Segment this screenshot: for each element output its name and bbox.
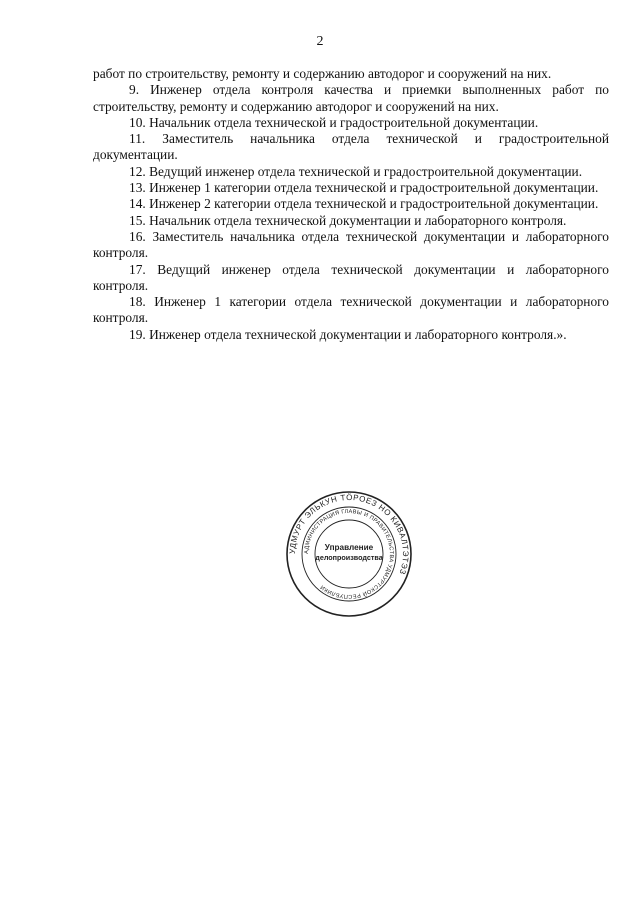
official-seal	[285, 490, 413, 618]
document-body	[93, 66, 609, 343]
seal-center-line-2: делопроизводства	[315, 553, 383, 562]
list-item-14: 14. Инженер 2 категории отдела технической и градостроительной документации.	[129, 196, 599, 212]
paragraph-continuation: работ по строительству, ремонту и содержанию автодорог и сооружений на них.	[93, 66, 552, 81]
list-item-17: 17. Ведущий инженер отдела технической документации и лабораторного контроля.	[93, 261, 609, 293]
list-item-19: 19. Инженер отдела технической документации и лабораторного контроля.».	[129, 326, 567, 342]
list-item-15: 15. Начальник отдела технической документации и лабораторного контроля.	[129, 212, 567, 228]
list-item-16: 16. Заместитель начальника отдела технической документации и лабораторного контроля.	[93, 228, 609, 261]
seal-inner-ring-text: АДМИНИСТРАЦИЯ ГЛАВЫ И ПРАВИТЕЛЬСТВА УДМУРТСКОЙ РЕСПУБЛИКИ	[303, 508, 395, 600]
page-number: 2	[316, 34, 324, 49]
list-item-9: 9. Инженер отдела контроля качества и приемки выполненных работ по строительству, ремонту и содержанию автодорог и сооружений на них.	[93, 82, 609, 114]
seal-center-line-1: Управление	[324, 543, 374, 552]
list-item-11: 11. Заместитель начальника отдела технической и градостроительной документации.	[93, 131, 609, 163]
list-item-18: 18. Инженер 1 категории отдела технической документации и лабораторного контроля.	[93, 294, 609, 326]
seal-outer-ring-text: УДМУРТ ЭЛЬКУН ТӦРОЕЗ НО КИВАЛТЭТЭЗ	[287, 492, 411, 577]
seal-graphic	[285, 490, 413, 618]
list-item-12: 12. Ведущий инженер отдела технической и градостроительной документации.	[129, 163, 583, 179]
list-item-13: 13. Инженер 1 категории отдела технической и градостроительной документации.	[129, 180, 599, 196]
list-item-10: 10. Начальник отдела технической и градостроительной документации.	[129, 114, 539, 130]
